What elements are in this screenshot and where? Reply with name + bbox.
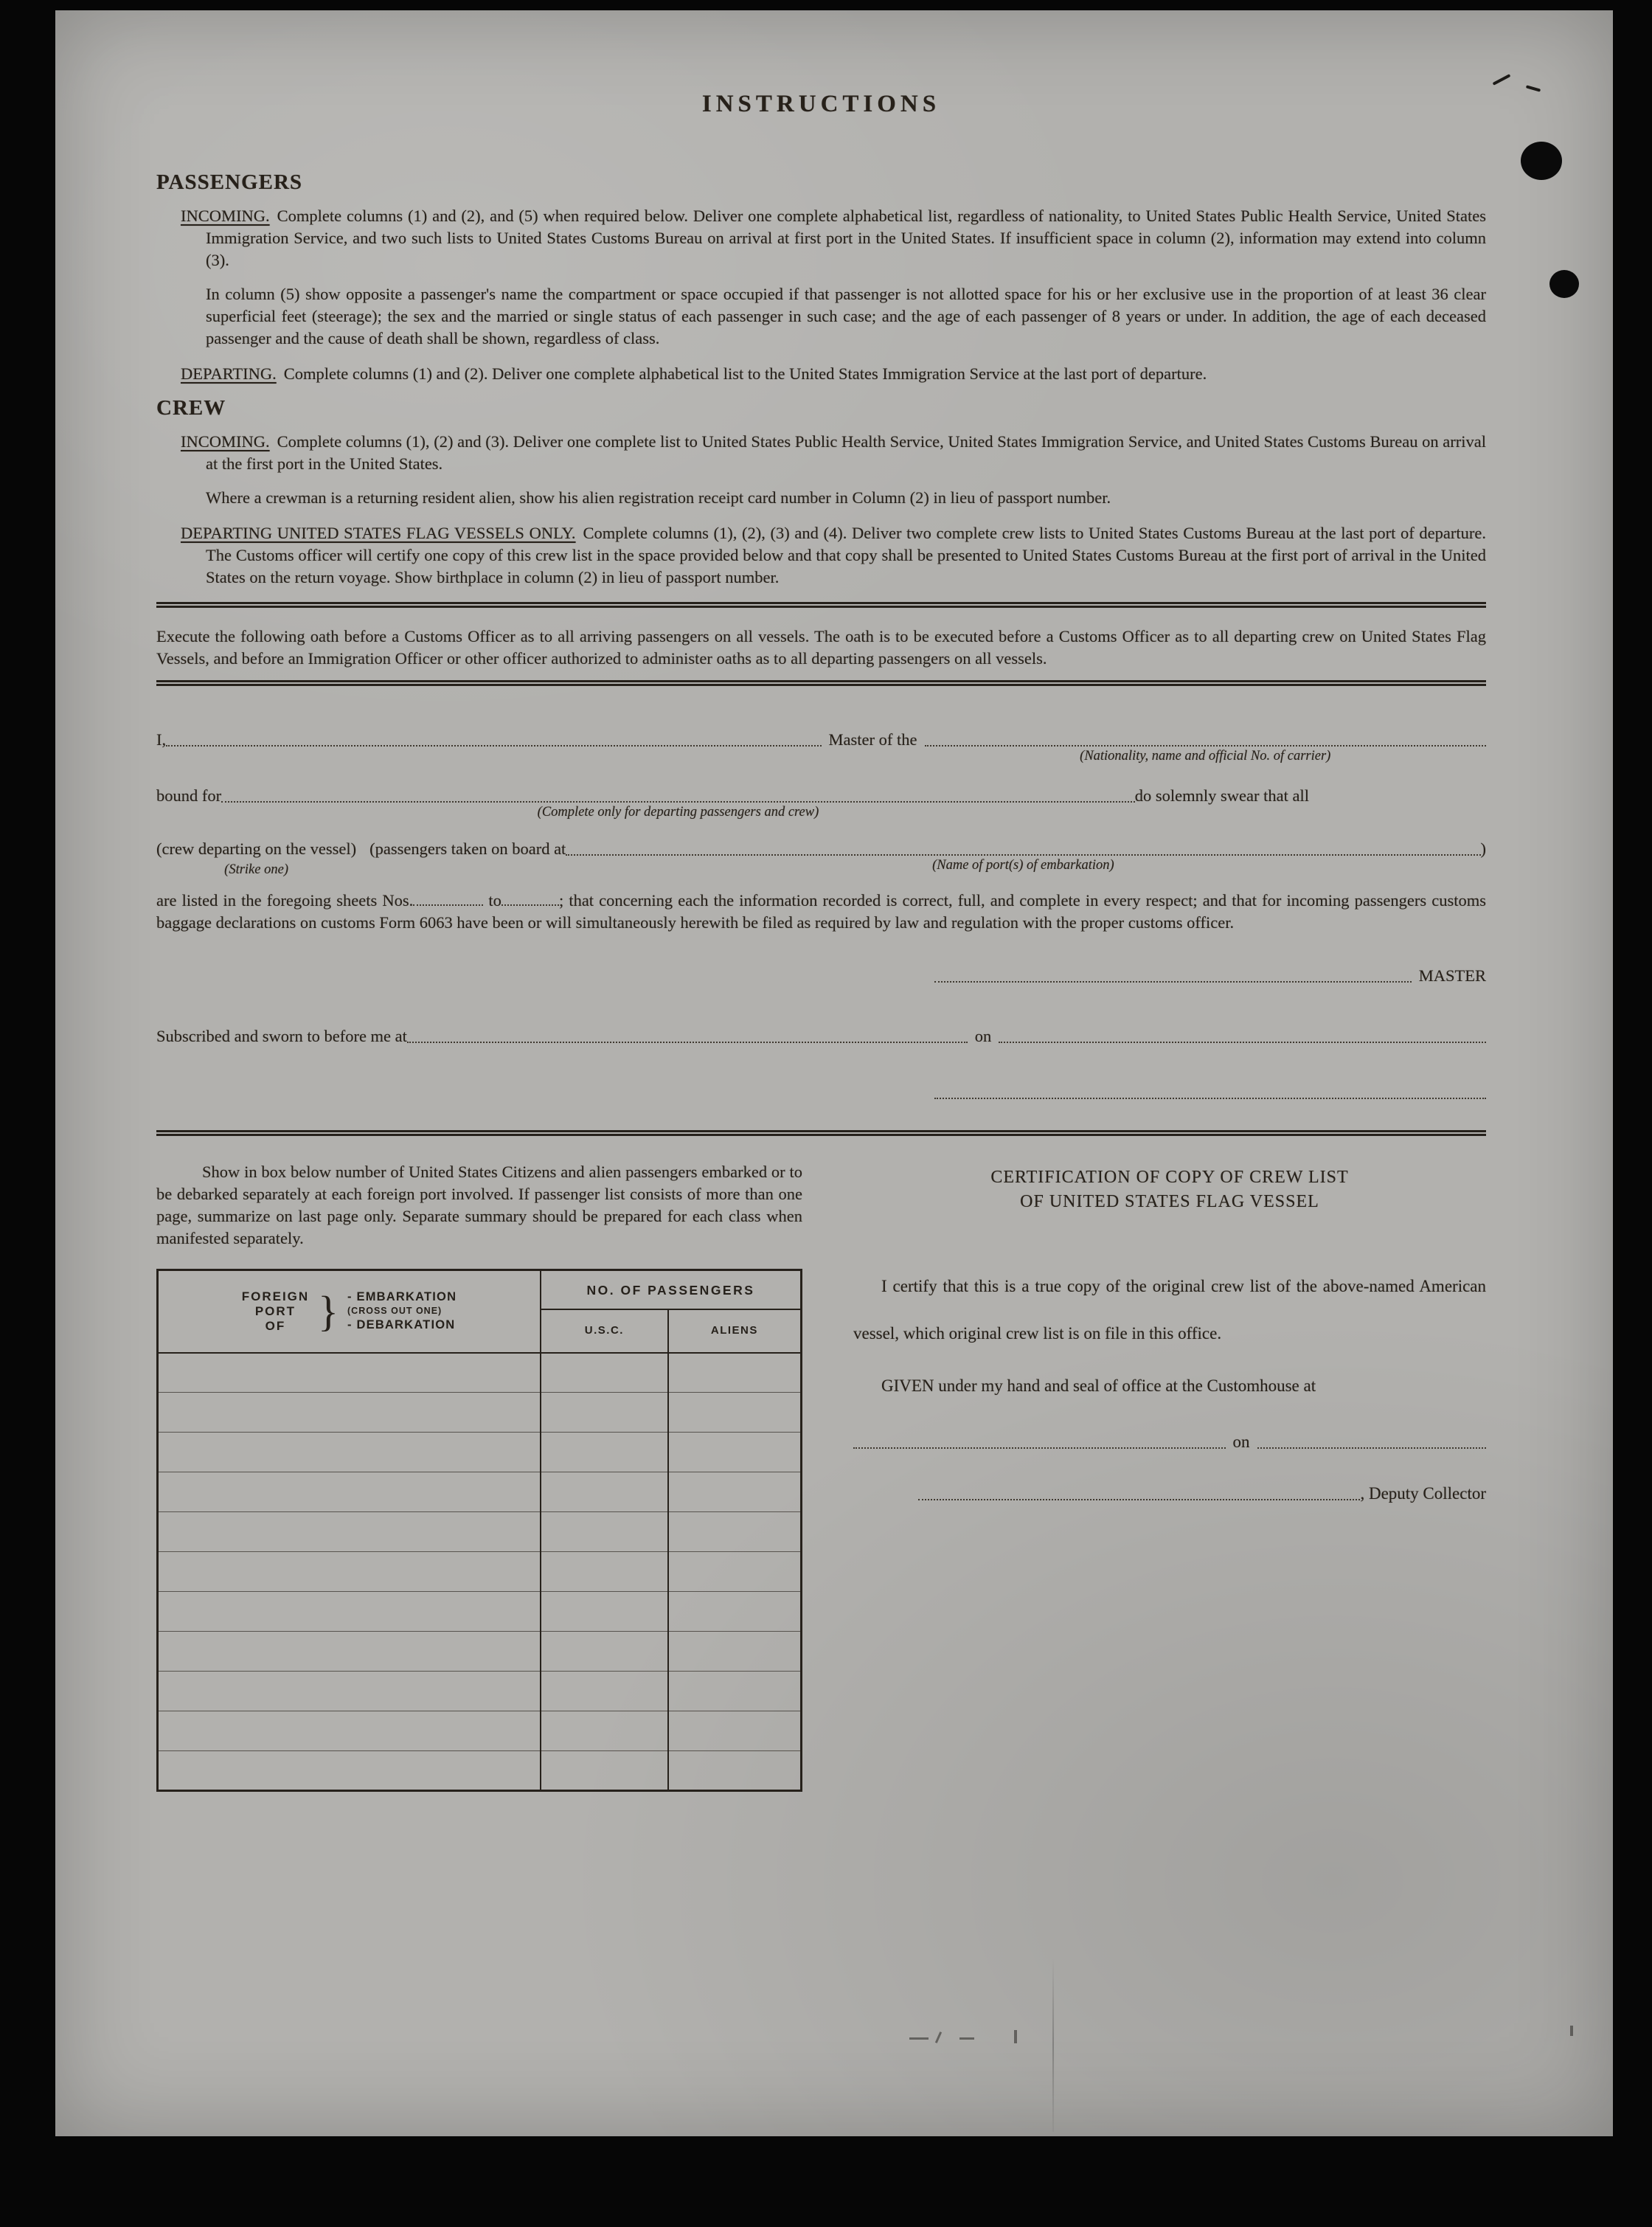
sheets-pre-text: are listed in the foregoing sheets Nos. <box>156 891 414 910</box>
customhouse-place-blank <box>853 1431 1226 1449</box>
page-content <box>156 10 1486 1792</box>
port-label-line2: PORT <box>254 1303 296 1318</box>
summary-table-cell <box>541 1512 668 1552</box>
notary-signature-line <box>934 1081 1486 1099</box>
crew-incoming-text: Complete columns (1), (2) and (3). Deliver one complete list to United States Public Health Service, United States Immigration Service, and United States Customs Bureau on arrival at the first port in the United States. <box>206 432 1486 473</box>
destination-caption: (Complete only for departing passengers and crew) <box>537 805 819 820</box>
embark-port-blank <box>566 838 1480 856</box>
certify-paragraph: I certify that this is a true copy of the original crew list of the above-named American vessel, which original crew list is on file in this office. <box>853 1277 1486 1343</box>
oath-master-line <box>156 729 1486 766</box>
passengers-heading: PASSENGERS <box>156 170 303 194</box>
subscribed-on-label: on <box>974 1027 992 1045</box>
crew-departing-group <box>156 838 356 879</box>
bottom-section <box>156 1161 1486 1792</box>
summary-table-cell <box>541 1393 668 1433</box>
divider-rule <box>156 1130 1486 1136</box>
deputy-collector-label: , Deputy Collector <box>1360 1484 1486 1503</box>
certification-column <box>853 1161 1486 1792</box>
summary-table-cell <box>541 1353 668 1393</box>
summary-table-cell <box>541 1433 668 1472</box>
subscribed-date-blank <box>999 1025 1486 1043</box>
crew-section <box>156 397 1486 589</box>
summary-table-cell <box>668 1472 802 1512</box>
embark-port-caption: (Name of port(s) of embarkation) <box>932 858 1114 873</box>
crew-departing-paragraph <box>181 522 1487 589</box>
summary-table-cell <box>158 1393 541 1433</box>
i-label: I, <box>156 730 167 749</box>
summary-table-cell <box>158 1672 541 1711</box>
passengers-incoming-paragraph <box>181 205 1486 271</box>
carrier-name-blank <box>925 729 1487 747</box>
port-label-line3: OF <box>265 1318 286 1333</box>
usc-column-header: U.S.C. <box>541 1309 668 1352</box>
punch-hole <box>1521 142 1562 180</box>
given-paragraph: GIVEN under my hand and seal of office at the Customhouse at <box>881 1376 1316 1395</box>
pencil-mark <box>1570 2026 1573 2036</box>
passengers-count-header: NO. OF PASSENGERS <box>541 1270 802 1310</box>
customhouse-on-label: on <box>1232 1433 1250 1451</box>
summary-column <box>156 1161 802 1792</box>
customhouse-date-line <box>853 1431 1486 1453</box>
summary-table-cell <box>668 1592 802 1632</box>
embark-debark-options <box>347 1290 457 1332</box>
summary-table-cell <box>541 1472 668 1512</box>
port-label-line1: FOREIGN <box>241 1289 310 1303</box>
customhouse-date-blank <box>1257 1431 1486 1449</box>
summary-table-cell <box>541 1632 668 1672</box>
certification-title-line1: CERTIFICATION OF COPY OF CREW LIST <box>990 1168 1349 1187</box>
oath-sheets-paragraph <box>156 890 1486 934</box>
sheets-to-blank <box>502 891 559 906</box>
passengers-column5-paragraph: In column (5) show opposite a passenger's name the compartment or space occupied if that passenger is not allotted space for his or her exclusive use in the proportion of at least 36 clear superficial feet (steerage); the sex and the married or single status of each passenger in such case; and the age of each passenger of 8 years or under. In addition, the age of each deceased passenger and the cause of death shall be shown, regardless of class. <box>206 285 1486 347</box>
debarkation-option: - DEBARKATION <box>347 1318 456 1332</box>
incoming-text: Complete columns (1) and (2), and (5) when required below. Deliver one complete alphabetical list, regardless of nationality, to United States Public Health Service, United States Immigration Service, and two such lists to United States Customs Bureau on arrival at first port in the United States. If insufficient space in column (2), information may extend into column (3). <box>206 207 1486 269</box>
master-name-blank <box>166 729 821 747</box>
passengers-departing-paragraph <box>181 363 1486 385</box>
destination-blank <box>221 785 1135 803</box>
summary-table-cell <box>158 1592 541 1632</box>
deputy-collector-line <box>918 1483 1486 1505</box>
crew-incoming-label: INCOMING. <box>181 432 270 451</box>
master-signature-line <box>934 965 1486 987</box>
foreign-port-label <box>242 1289 309 1334</box>
summary-table-cell <box>158 1433 541 1472</box>
summary-table-cell <box>158 1751 541 1791</box>
crew-incoming-paragraph <box>181 431 1486 475</box>
embark-port-blank-group <box>566 838 1480 875</box>
carrier-caption: (Nationality, name and official No. of carrier) <box>1080 749 1331 763</box>
strike-one-caption: (Strike one) <box>224 862 288 877</box>
summary-table-row <box>158 1711 802 1751</box>
summary-table-cell <box>668 1552 802 1592</box>
summary-table-row <box>158 1672 802 1711</box>
summary-table-row <box>158 1353 802 1393</box>
ink-mark <box>1526 85 1541 91</box>
summary-table-cell <box>541 1552 668 1592</box>
certification-title-line2: OF UNITED STATES FLAG VESSEL <box>1020 1192 1319 1211</box>
summary-table-cell <box>541 1672 668 1711</box>
master-label: MASTER <box>1418 966 1486 985</box>
master-of-the-label: Master of the <box>828 730 917 749</box>
foreign-port-summary-table <box>156 1269 802 1792</box>
summary-table-row <box>158 1751 802 1791</box>
notary-signature-blank <box>934 1081 1486 1099</box>
aliens-column-header: ALIENS <box>668 1309 802 1352</box>
summary-table-cell <box>668 1433 802 1472</box>
summary-table-row <box>158 1512 802 1552</box>
summary-table-cell <box>158 1472 541 1512</box>
summary-table-cell <box>668 1751 802 1791</box>
embarkation-option: - EMBARKATION <box>347 1290 457 1304</box>
summary-table-cell <box>541 1751 668 1791</box>
ink-mark <box>1493 74 1511 86</box>
paper-crease <box>1052 1958 1054 2132</box>
divider-rule <box>156 680 1486 686</box>
master-signature-blank <box>934 965 1412 983</box>
crew-departing-option: (crew departing on the vessel) <box>156 839 357 858</box>
certification-title <box>853 1166 1486 1214</box>
summary-table-body <box>158 1353 802 1791</box>
summary-table-cell <box>668 1711 802 1751</box>
pencil-mark <box>935 2032 942 2043</box>
departing-text: Complete columns (1) and (2). Deliver one complete alphabetical list to the United States Immigration Service at the last port of departure. <box>283 364 1207 383</box>
destination-blank-group <box>221 785 1135 822</box>
summary-table-cell <box>668 1512 802 1552</box>
foreign-port-header <box>158 1270 541 1353</box>
document-page <box>55 10 1613 2136</box>
crew-departing-text: Complete columns (1), (2), (3) and (4). Deliver two complete crew lists to United States Customs Bureau at the last port of departure. The Customs officer will certify one copy of this crew list in the space provided below and that copy shall be presented to United States Customs Bureau at the first port of arrival in the United States on the return voyage. Show birthplace in column (2) in lieu of passport number. <box>206 524 1487 586</box>
summary-table-cell <box>158 1512 541 1552</box>
pencil-mark <box>909 2037 929 2040</box>
summary-table-cell <box>668 1393 802 1433</box>
summary-table-cell <box>158 1711 541 1751</box>
punch-hole <box>1549 270 1579 298</box>
swear-label: do solemnly swear that all <box>1134 786 1309 805</box>
crew-heading: CREW <box>156 396 226 420</box>
passengers-section <box>156 171 1486 385</box>
departing-label: DEPARTING. <box>181 364 277 383</box>
summary-table-row <box>158 1393 802 1433</box>
divider-rule <box>156 602 1486 608</box>
summary-table-cell <box>158 1353 541 1393</box>
pencil-mark <box>1014 2030 1017 2043</box>
carrier-blank-group <box>925 729 1487 766</box>
deputy-signature-blank <box>918 1483 1360 1500</box>
oath-intro-paragraph: Execute the following oath before a Customs Officer as to all arriving passengers on all vessels. The oath is to be executed before a Customs Officer as to all departing crew on United States Flag Vessels, and before an Immigration Officer or other officer authorized to administer oaths as to all departing passengers on all vessels. <box>156 627 1486 668</box>
oath-vessel-line <box>156 838 1486 879</box>
crew-departing-label: DEPARTING UNITED STATES FLAG VESSELS ONLY. <box>181 524 576 542</box>
summary-table-cell <box>541 1592 668 1632</box>
summary-table-cell <box>668 1632 802 1672</box>
passengers-taken-option: (passengers taken on board at <box>369 839 566 858</box>
summary-table-cell <box>158 1552 541 1592</box>
subscribed-place-blank <box>407 1025 968 1043</box>
sheets-from-blank <box>413 891 483 906</box>
subscribed-line <box>156 1025 1486 1047</box>
oath-bound-for-line <box>156 785 1309 822</box>
to-label: to <box>488 891 502 910</box>
summary-instructions-paragraph: Show in box below number of United States Citizens and alien passengers embarked or to be debarked separately at each foreign port involved. If passenger list consists of more than one page, summarize on last page only. Separate summary should be prepared for each class when manifested separately. <box>156 1163 802 1247</box>
summary-table-cell <box>158 1632 541 1672</box>
sheets-post-text: ; that concerning each the information recorded is correct, full, and complete in every respect; and that for incoming passengers customs baggage declarations on customs Form 6063 have been or will simultaneously herewith be filed as required by law and regulation with the proper customs officer. <box>156 891 1486 932</box>
pencil-mark <box>959 2037 974 2040</box>
crew-resident-alien-paragraph: Where a crewman is a returning resident alien, show his alien registration receipt card number in Column (2) in lieu of passport number. <box>206 488 1111 507</box>
close-paren: ) <box>1480 839 1486 858</box>
brace-glyph: } <box>318 1286 339 1335</box>
summary-table-cell <box>668 1353 802 1393</box>
incoming-label: INCOMING. <box>181 207 270 225</box>
summary-table-row <box>158 1433 802 1472</box>
subscribed-label: Subscribed and sworn to before me at <box>156 1027 407 1045</box>
summary-table-row <box>158 1472 802 1512</box>
summary-table-cell <box>541 1711 668 1751</box>
summary-table-row <box>158 1592 802 1632</box>
bound-for-label: bound for <box>156 786 222 805</box>
page-title: INSTRUCTIONS <box>701 91 941 117</box>
summary-table-cell <box>668 1672 802 1711</box>
oath-form-section <box>156 729 1486 1099</box>
cross-out-note: (CROSS OUT ONE) <box>347 1306 442 1317</box>
summary-table-row <box>158 1632 802 1672</box>
summary-table-row <box>158 1552 802 1592</box>
